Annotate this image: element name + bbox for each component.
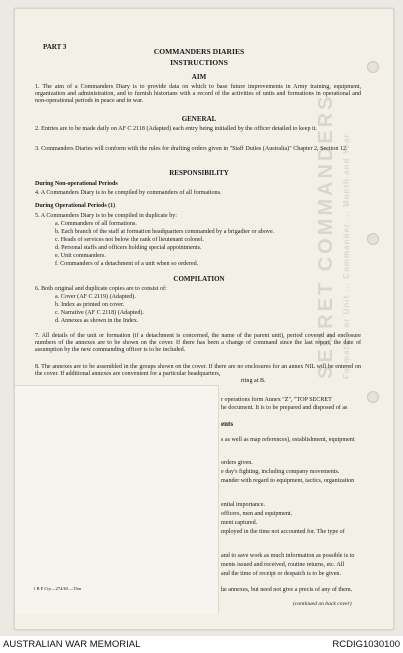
list-item: f. Commanders of a detachment of a unit when so ordered. bbox=[55, 261, 199, 267]
continued-note: (continued on back cover) bbox=[293, 601, 352, 607]
document-page bbox=[14, 8, 394, 630]
paragraph-8: 8. The annexes are to be assembled in the groups shown on the cover. If there are no enclosures for an annex NIL will be entered on the cover. If additional annexes are convenient for a particular headquarters, bbox=[35, 364, 361, 377]
paragraph-2: 2. Entries are to be made daily on AF C 2118 (Adapted) each entry being initialled by the officer detailed to keep it. bbox=[35, 126, 317, 132]
list-item: a. Commanders of all formations. bbox=[55, 221, 137, 227]
list-item: a. Cover (AF C 2119) (Adapted). bbox=[55, 294, 136, 300]
document-title: COMMANDERS DIARIES bbox=[153, 47, 245, 56]
text-fragment: orders given. bbox=[221, 460, 253, 466]
text-fragment: officers, men and equipment. bbox=[221, 511, 293, 517]
text-fragment: ential importance. bbox=[221, 502, 265, 508]
list-item: c. Narrative (AF C 2118) (Adapted). bbox=[55, 310, 144, 316]
compilation-heading: COMPILATION bbox=[173, 275, 225, 283]
list-item: b. Index as printed on cover. bbox=[55, 302, 125, 308]
paragraph-7: 7. All details of the unit or formation (if a detachment is concerned, the name of the parent unit), period covered and enclosure numbers of the annexes are to be shown on the cover. If there has been a change of command since the last report, the date of assumption by the new commanding officer is to be included. bbox=[35, 333, 361, 353]
list-item: c. Heads of services not below the rank of lieutenant colonel. bbox=[55, 237, 204, 243]
text-fragment: mander with regard to equipment, tactics, organization bbox=[221, 478, 355, 484]
overlapping-slip bbox=[15, 385, 219, 614]
list-item: d. Annexes as shown in the Index. bbox=[55, 318, 139, 324]
text-fragment: ments issued and received, routine returns, etc. All bbox=[221, 562, 345, 568]
text-fragment: he annexes, but need not give a precis of any of them. bbox=[221, 587, 353, 593]
punch-hole bbox=[367, 391, 379, 403]
non-operational-heading: During Non-operational Periods bbox=[35, 181, 118, 187]
text-fragment: ment captured. bbox=[221, 520, 258, 526]
list-item: b. Each branch of the staff at formation headquarters commanded by a brigadier or above. bbox=[55, 229, 275, 235]
list-item: e. Unit commanders. bbox=[55, 253, 106, 259]
paragraph-4: 4. A Commanders Diary is to be compiled by commanders of all formations. bbox=[35, 190, 222, 196]
responsibility-heading: RESPONSIBILITY bbox=[169, 169, 229, 177]
text-fragment: and the time of receipt or despatch is to be given. bbox=[221, 571, 341, 577]
text-fragment: r operations form Annex "Z", "TOP SECRET bbox=[221, 397, 332, 403]
text-fragment: e day's fighting, including company movements. bbox=[221, 469, 340, 475]
text-fragment: ents bbox=[221, 420, 234, 428]
show-through-text: SECRET COMMANDERS Formation or Unit ... Commander ... Month and Year bbox=[315, 93, 351, 379]
footer-id: RCDIG1030100 bbox=[332, 639, 400, 650]
paragraph-6: 6. Both original and duplicate copies are to consist of: bbox=[35, 286, 167, 292]
text-fragment: he document. It is to be prepared and disposed of as bbox=[221, 405, 348, 411]
general-heading: GENERAL bbox=[181, 115, 217, 123]
list-item: d. Personal staffs and officers holding special appointments. bbox=[55, 245, 202, 251]
text-fragment: s as well as map references), establishment, equipment bbox=[221, 437, 355, 443]
paragraph-5: 5. A Commanders Diary is to be compiled in duplicate by: bbox=[35, 213, 177, 219]
operational-heading: During Operational Periods (1) bbox=[35, 203, 116, 209]
paragraph-1: 1. The aim of a Commanders Diary is to provide data on which to base future improvements in Army training, equipment, organization and administration, and to furnish historians with a record of the activities of units and formations in operational and non-operational periods in peace and in war. bbox=[35, 84, 361, 104]
aim-heading: AIM bbox=[191, 73, 207, 81]
paragraph-3: 3. Commanders Diaries will conform with the rules for drafting orders given in "Staff Duties (Australia)" Chapter 2, Section 12. bbox=[35, 146, 348, 152]
footer-bar bbox=[0, 636, 403, 653]
part-label: PART 3 bbox=[43, 43, 67, 51]
text-fragment: rting at B. bbox=[241, 378, 266, 384]
footer-source: AUSTRALIAN WAR MEMORIAL bbox=[3, 639, 141, 650]
text-fragment: and to save work as much information as possible is to bbox=[221, 553, 355, 559]
document-subtitle: INSTRUCTIONS bbox=[170, 58, 228, 67]
print-code: 1 B F Cty—274/65—15m bbox=[33, 586, 82, 591]
text-fragment: mployed in the time not accounted for. The type of bbox=[221, 529, 345, 535]
